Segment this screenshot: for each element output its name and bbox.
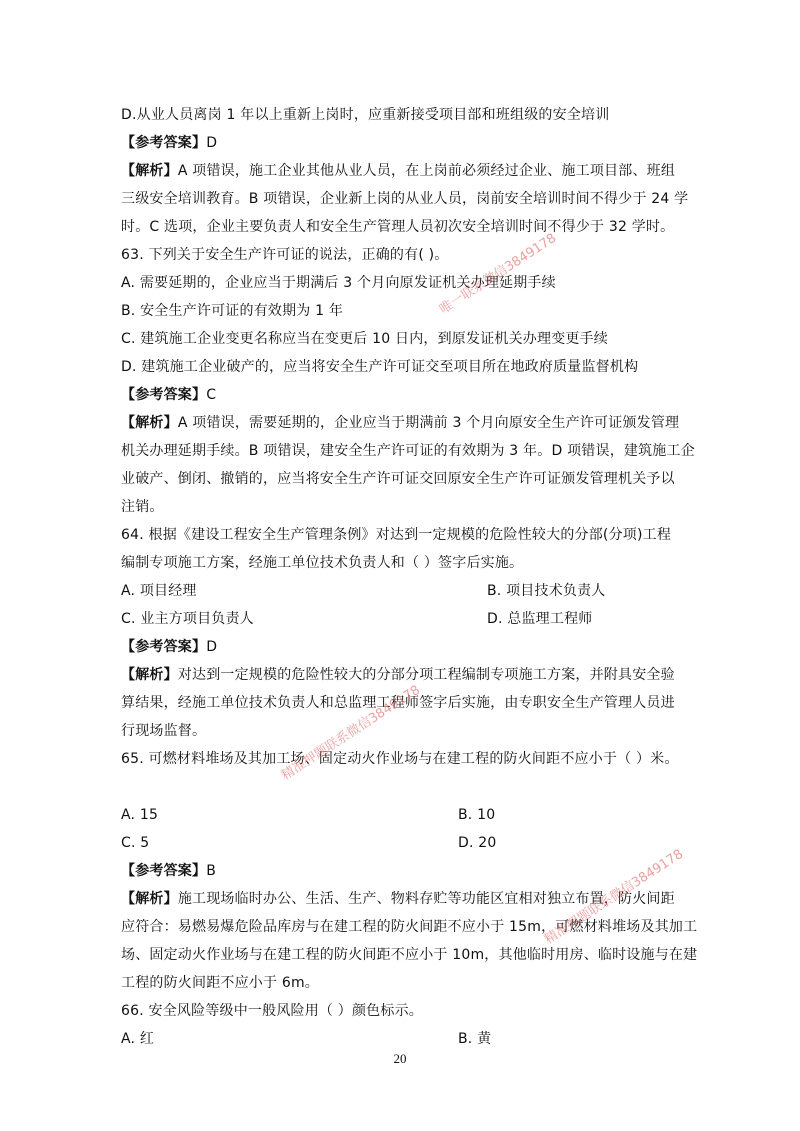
answer-64 bbox=[121, 637, 217, 657]
analysis-65-line2: 应符合：易燃易爆危险品库房与在建工程的防火间距不应小于 15m，可燃材料堆场及其加工 bbox=[121, 919, 698, 935]
analysis-63-line2: 机关办理延期手续。B 项错误，建安全生产许可证的有效期为 3 年。D 项错误，建筑施工企 bbox=[121, 443, 695, 459]
answer-65 bbox=[121, 861, 216, 881]
option-64-b: B. 项目技术负责人 bbox=[487, 583, 606, 599]
answer-63 bbox=[121, 385, 216, 405]
watermark-top: 唯一联系微信3849178 bbox=[437, 230, 560, 318]
option-65-c: C. 5 bbox=[121, 835, 150, 851]
analysis-text: 对达到一定规模的危险性较大的分部分项工程编制专项施工方案，并附具安全验 bbox=[177, 667, 675, 683]
option-63-c: C. 建筑施工企业变更名称应当在变更后 10 日内，到原发证机关办理变更手续 bbox=[121, 331, 608, 347]
option-64-d: D. 总监理工程师 bbox=[487, 611, 593, 627]
option-63-b: B. 安全生产许可证的有效期为 1 年 bbox=[121, 303, 344, 319]
analysis-62-line1 bbox=[121, 161, 675, 181]
answer-62 bbox=[121, 133, 217, 153]
option-63-d: D. 建筑施工企业破产的，应当将安全生产许可证交至项目所在地政府质量监督机构 bbox=[121, 359, 639, 375]
analysis-63-line4: 注销。 bbox=[121, 499, 164, 515]
analysis-62-line3: 时。C 选项，企业主要负责人和安全生产管理人员初次安全培训时间不得少于 32 学时。 bbox=[121, 219, 675, 235]
answer-label: 【参考答案】 bbox=[121, 387, 207, 403]
analysis-62-line2: 三级安全培训教育。B 项错误，企业新上岗的从业人员，岗前安全培训时间不得少于 24 学 bbox=[121, 191, 689, 207]
question-63: 63. 下列关于安全生产许可证的说法，正确的有( )。 bbox=[121, 247, 449, 263]
answer-label: 【参考答案】 bbox=[121, 863, 207, 879]
option-65-d: D. 20 bbox=[458, 835, 497, 851]
question-64-line2: 编制专项施工方案，经施工单位技术负责人和（ ）签字后实施。 bbox=[121, 555, 524, 571]
option-64-a: A. 项目经理 bbox=[121, 583, 197, 599]
analysis-label: 【解析】 bbox=[121, 891, 178, 907]
option-62-d: D.从业人员离岗 1 年以上重新上岗时，应重新接受项目部和班组级的安全培训 bbox=[121, 107, 610, 123]
answer-label: 【参考答案】 bbox=[121, 639, 207, 655]
option-65-a: A. 15 bbox=[121, 807, 159, 823]
analysis-text: A 项错误，施工企业其他从业人员，在上岗前必须经过企业、施工项目部、班组 bbox=[177, 163, 676, 179]
option-63-a: A. 需要延期的，企业应当于期满后 3 个月向原发证机关办理延期手续 bbox=[121, 275, 556, 291]
watermark-middle: 精准押题联系微信3849178 bbox=[279, 682, 423, 784]
question-66: 66. 安全风险等级中一般风险用（ ）颜色标示。 bbox=[121, 1003, 423, 1019]
question-64-line1: 64. 根据《建设工程安全生产管理条例》对达到一定规模的危险性较大的分部(分项)工程 bbox=[121, 527, 672, 543]
answer-value: B bbox=[206, 863, 217, 879]
analysis-64-line3: 行现场监督。 bbox=[121, 723, 207, 739]
analysis-64-line1 bbox=[121, 665, 675, 685]
watermark-bottom: 精准押题联系微信3849178 bbox=[542, 846, 686, 948]
analysis-64-line2: 算结果，经施工单位技术负责人和总监理工程师签字后实施，由专职安全生产管理人员进 bbox=[121, 695, 675, 711]
analysis-63-line1 bbox=[121, 413, 679, 433]
analysis-65-line3: 场、固定动火作业场与在建工程的防火间距不应小于 10m，其他临时用房、临时设施与在建 bbox=[121, 947, 698, 963]
option-64-c: C. 业主方项目负责人 bbox=[121, 611, 254, 627]
answer-value: C bbox=[206, 387, 217, 403]
analysis-text: A 项错误，需要延期的，企业应当于期满前 3 个月向原安全生产许可证颁发管理 bbox=[177, 415, 680, 431]
analysis-label: 【解析】 bbox=[121, 415, 178, 431]
option-65-b: B. 10 bbox=[458, 807, 496, 823]
analysis-63-line3: 业破产、倒闭、撤销的，应当将安全生产许可证交回原安全生产许可证颁发管理机关予以 bbox=[121, 471, 675, 487]
analysis-text: 施工现场临时办公、生活、生产、物料存贮等功能区宜相对独立布置，防火间距 bbox=[177, 891, 675, 907]
analysis-label: 【解析】 bbox=[121, 667, 178, 683]
option-66-a: A. 红 bbox=[121, 1031, 155, 1047]
answer-value: D bbox=[206, 135, 218, 151]
analysis-65-line4: 工程的防火间距不应小于 6m。 bbox=[121, 975, 319, 991]
analysis-label: 【解析】 bbox=[121, 163, 178, 179]
answer-label: 【参考答案】 bbox=[121, 135, 207, 151]
option-66-b: B. 黄 bbox=[458, 1031, 492, 1047]
page-number: 20 bbox=[393, 1051, 407, 1066]
answer-value: D bbox=[206, 639, 218, 655]
question-65: 65. 可燃材料堆场及其加工场、固定动火作业场与在建工程的防火间距不应小于（ ）米。 bbox=[121, 751, 679, 767]
